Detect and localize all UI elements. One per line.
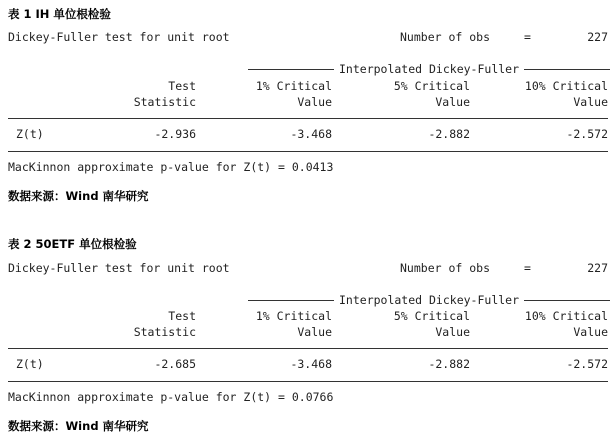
col-header-5pct-line1: 5% Critical [393, 309, 470, 323]
obs-equals: = [524, 30, 531, 44]
col-header-5pct-line2: Value [435, 95, 470, 109]
critical-10pct-value: -2.572 [566, 127, 608, 141]
interpolated-header [248, 293, 610, 307]
table-caption: 表 2 50ETF 单位根检验 [8, 237, 137, 251]
col-header-10pct-line2: Value [573, 95, 608, 109]
header-rule [8, 348, 608, 349]
footer-rule [8, 151, 608, 152]
col-header-test-line2: Statistic [133, 325, 196, 339]
col-header-1pct-line1: 1% Critical [255, 79, 332, 93]
critical-5pct-value: -2.882 [428, 127, 470, 141]
col-header-5pct-line2: Value [435, 325, 470, 339]
row-label: Z(t) [16, 127, 44, 141]
interpolated-label: Interpolated Dickey-Fuller [339, 293, 520, 307]
rule-right [524, 69, 610, 70]
col-header-1pct-line1: 1% Critical [255, 309, 332, 323]
col-header-10pct-line1: 10% Critical [524, 309, 608, 323]
obs-value: 227 [587, 261, 608, 275]
critical-10pct-value: -2.572 [566, 357, 608, 371]
col-header-test-line1: Test [168, 309, 196, 323]
rule-left [248, 300, 334, 301]
critical-1pct-value: -3.468 [290, 127, 332, 141]
pvalue-text: MacKinnon approximate p-value for Z(t) = 0.0413 [8, 160, 334, 174]
interpolated-label: Interpolated Dickey-Fuller [339, 62, 520, 76]
header-rule [8, 118, 608, 119]
col-header-10pct-line2: Value [573, 325, 608, 339]
row-label: Z(t) [16, 357, 44, 371]
data-source: 数据来源：Wind 南华研究 [8, 419, 149, 433]
table-caption: 表 1 IH 单位根检验 [8, 7, 111, 21]
test-statistic-value: -2.685 [154, 357, 196, 371]
pvalue-text: MacKinnon approximate p-value for Z(t) = 0.0766 [8, 390, 334, 404]
test-statistic-value: -2.936 [154, 127, 196, 141]
col-header-10pct-line1: 10% Critical [524, 79, 608, 93]
col-header-5pct-line1: 5% Critical [393, 79, 470, 93]
critical-1pct-value: -3.468 [290, 357, 332, 371]
footer-rule [8, 381, 608, 382]
col-header-test-line1: Test [168, 79, 196, 93]
col-header-1pct-line2: Value [297, 325, 332, 339]
obs-label: Number of obs [400, 261, 491, 275]
obs-label: Number of obs [400, 30, 491, 44]
critical-5pct-value: -2.882 [428, 357, 470, 371]
test-title: Dickey-Fuller test for unit root [8, 261, 230, 275]
rule-right [524, 300, 610, 301]
rule-left [248, 69, 334, 70]
obs-value: 227 [587, 30, 608, 44]
test-title: Dickey-Fuller test for unit root [8, 30, 230, 44]
data-source: 数据来源：Wind 南华研究 [8, 189, 149, 203]
interpolated-header [248, 62, 610, 76]
col-header-1pct-line2: Value [297, 95, 332, 109]
col-header-test-line2: Statistic [133, 95, 196, 109]
obs-equals: = [524, 261, 531, 275]
